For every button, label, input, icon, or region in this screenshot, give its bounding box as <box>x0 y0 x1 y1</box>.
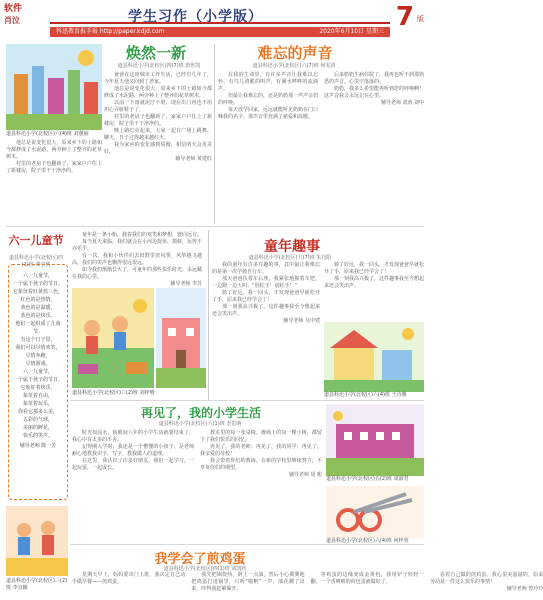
paragraph: 爸爸在这座城市工作生活，已经有几年了，今年夏天他又回到了老家。 <box>104 72 212 85</box>
poem-title: 六一儿童节 <box>8 234 64 247</box>
drawing-children-play <box>72 288 154 388</box>
paragraph: 有一次，我和小伙伴们去田野里放风筝，风筝越飞越高，我们的笑声也飘得很远很远。 <box>72 253 202 266</box>
paragraph: 我会带着你们的教诲，在新的学校里继续努力，不辜负你们的期望。 <box>200 458 322 471</box>
row-divider <box>70 400 424 401</box>
teacher-credit: 辅导老师 吴中建 <box>283 318 320 324</box>
article-body-childhood <box>212 262 320 394</box>
paragraph: 晚上路灯亮起来，大家一起在广场上跳舞、聊天，日子过得越来越红火。 <box>104 128 212 141</box>
poem-line: 红色的是热情， <box>20 297 56 303</box>
poem-line: 黄色的是温暖， <box>20 305 56 311</box>
info-left: 科迅教育报手报 http://paper.kdjd.com <box>56 28 165 35</box>
poem-body <box>12 272 64 450</box>
row-divider <box>6 226 424 227</box>
drawing-city <box>6 44 102 130</box>
paragraph: 每天放学回家，远远就能听见奶奶在门口喊我的名字，那声音里充满了慈爱和温暖。 <box>218 107 319 120</box>
drawing-scissors <box>326 486 424 538</box>
paragraph: 以前一下雨就泥泞不堪，现在出门再也不用担心弄脏鞋子了。 <box>104 100 212 113</box>
teacher-credit: 辅导老师 曾玲玲 <box>506 586 543 592</box>
paragraph: 再见了，我的老师；再见了，我的同学；再见了，我亲爱的母校！ <box>200 444 322 457</box>
poem-line: 蓝色的是快乐。 <box>20 313 56 319</box>
poem-line: 六一儿童节， <box>22 369 53 375</box>
article-body-childhood-right <box>324 262 424 322</box>
poem-line: 一个属于孩子的节日。 <box>12 281 63 287</box>
drawing-campus <box>326 404 424 476</box>
paragraph: 在这里，我认识了许多好朋友，我们一起学习，一起玩耍，一起成长。 <box>72 458 194 471</box>
poem-line: 象征着玩乐， <box>22 401 53 407</box>
paragraph: 我先把锅烧热，倒上一点油，然后小心翼翼地把鸡蛋打进锅里，只听“嗞啦”一声，油花溅了出来，吓得我赶紧躲开。 <box>191 572 305 592</box>
poem-line: 他们一起组成了儿童节。 <box>15 321 61 335</box>
newspaper-logo <box>4 4 48 26</box>
byline-goodbye: 道县科迅小学(北校区)六(1)班 李思萌 <box>158 421 242 427</box>
paragraph: 星期天早上，妈妈要出门上班，我决定自己动手做早餐——煎鸡蛋。 <box>72 572 186 585</box>
column-divider <box>214 44 215 224</box>
article-body-goodbye <box>72 430 322 544</box>
masthead <box>0 0 430 44</box>
paragraph: 但最让我难忘的，还是奶奶那一声声亲切的呼唤。 <box>218 93 319 106</box>
poem-line: 尽情奔跑， <box>25 353 51 359</box>
paragraph: 我为家乡的变化感到骄傲，相信明天会更美好。 <box>104 142 212 155</box>
teacher-credit: 辅导老师 李苏 <box>170 281 202 287</box>
drawing-caption-house: 道县科迅小学(北校区)六(4)班 王诗雅 <box>324 392 407 398</box>
drawing-caption-city: 道县科迅小学(北校区)六(4)班 刘蕙丽 <box>6 131 89 137</box>
info-bar <box>50 27 390 37</box>
byline-sound: 道县科迅小学(北校区)六(7)班 何雯清 <box>252 63 336 69</box>
logo-bottom-text: 肖泣 <box>4 15 20 25</box>
drawing-house <box>324 322 424 392</box>
article-title-sound: 难忘的声音 <box>257 44 333 62</box>
article-body-childhood-intro <box>72 232 202 288</box>
poem-byline: 道县科迅小学(北校区)四(1)班 谭宇欣 <box>9 255 63 268</box>
page-suffix: 版 <box>417 15 424 23</box>
column-divider <box>208 230 209 400</box>
poem-line: 它象征着红黄蓝三色， <box>12 289 63 295</box>
poem-line: 快乐的笑声。 <box>22 433 53 439</box>
poem-line: 有这个日子里， <box>20 337 56 343</box>
poem-line: 我们可以尽情欢笑， <box>15 345 61 351</box>
row-divider <box>70 544 424 545</box>
paragraph: 他总是说变化很大，原来乡下的土路如今都修成了水泥路，两旁种上了整齐的花草树木。 <box>104 86 212 99</box>
paragraph: 我的童年有许多有趣的事，其中最让我难忘的是第一次学骑自行车。 <box>212 262 320 275</box>
poem-line: 六一儿童节， <box>22 273 53 279</box>
poem-line: 五彩的气球， <box>22 417 53 423</box>
teacher-credit: 辅导老师 黄建红 <box>175 156 212 162</box>
poem-line: 象征着自由， <box>22 393 53 399</box>
article-title-childhood: 童年趣事 <box>264 239 320 255</box>
paragraph: 他总是说变化很大，原来乡下的土路如今都修成了水泥路，两旁种上了整齐的花草树木。 <box>6 140 102 160</box>
article-title-goodbye: 再见了，我的小学生活 <box>140 406 261 420</box>
paragraph: 那一刻我高兴极了，这件趣事我至今想起来还会笑出声。 <box>324 276 425 289</box>
paragraph: 看着自己做的煎鸡蛋，我心里美滋滋的，原来劳动是一件这么快乐的事情！ <box>429 572 543 585</box>
paragraph: 如今我们渐渐长大了，可童年的那些快乐时光，永远藏在我的心里。 <box>72 267 203 280</box>
poem-line: 尽情游戏。 <box>25 361 51 367</box>
drawing-caption-scissors: 道县科迅小学(北校区)六(4)班 何梓萱 <box>326 538 409 544</box>
paragraph: 那天爸爸扶着车后座，我紧张地握着车把，一边蹬一边大叫：“别松手！别松手！” <box>212 276 320 289</box>
article-body-sound <box>218 72 424 224</box>
byline-egg: 道县科迅小学(北校区)四(1)班 刘凯欣 <box>163 566 247 572</box>
byline-renewal: 道县科迅小学(北校区)四(7)班 唐世凯 <box>117 63 201 69</box>
drawing-caption-family: 道县科迅小学(北校区)三(2)班 李宜颖 <box>6 578 67 591</box>
paragraph: 那一刻我高兴极了，这件趣事我至今想起来还会笑出声。 <box>212 304 320 317</box>
poem-line: 你看它那多么美， <box>17 409 58 415</box>
paragraph: 在我的生命里，有许多声音让我难以忘怀，有鸟儿清脆的叫声，有溪水哗哗的流淌声。 <box>218 72 318 92</box>
paragraph: 村里的老房子也翻新了，家家户户住上了新楼房，院子里干干净净的。 <box>104 114 212 127</box>
byline-childhood: 道县科迅小学(北校区)五(7)班 朱丹阳 <box>248 255 332 261</box>
info-right: 2020年6月10日 星期三 <box>319 28 384 35</box>
paragraph: 记得刚入学时，我还是一个懵懂的小孩子，是老师耐心地教我识字、写字，教我做人的道理。 <box>72 444 194 457</box>
article-body-renewal-left <box>6 140 102 224</box>
article-body-egg <box>72 572 543 598</box>
teacher-credit: 辅导老师 陈一芳 <box>19 443 57 449</box>
poem-line: 一个属于孩子的节日， <box>12 377 63 383</box>
paragraph: 后来奶奶生病住院了，我再也听不到那熟悉的声音，心里空落落的。 <box>324 72 425 85</box>
page-number: 7 <box>395 2 414 32</box>
drawing-school <box>156 288 206 388</box>
paragraph: 奶奶，我多么希望能再听到您的呼唤啊！这声音我会永远记在心里。 <box>324 86 425 99</box>
drawing-family <box>6 506 68 576</box>
paragraph: 时光如流水，转眼间六年的小学生活就要结束了，我心中有太多的不舍。 <box>72 430 194 443</box>
drawing-caption-campus: 道县科迅小学(北校区)五(2)班 周淑君 <box>326 476 409 482</box>
article-body-renewal <box>104 72 212 222</box>
poem-line: 它象征着快乐， <box>20 385 56 391</box>
paragraph: 骑了好远，我一回头，才发现爸爸早就松开了手，原来我已经学会了！ <box>212 290 320 303</box>
article-title-renewal: 焕然一新 <box>125 44 186 62</box>
paragraph: 骑了好远，我一回头，才发现爸爸早就松开了手，原来我已经学会了！ <box>324 262 425 275</box>
paragraph: 童年是一条小船，载着我们的欢笑和梦想，驶向远方。 <box>82 232 203 238</box>
poem-line: 美丽的鲜花， <box>22 425 53 431</box>
drawing-caption-children: 道县科迅小学(北校区)三(2)班 刘梓晴 <box>72 390 155 396</box>
teacher-credit: 辅导老师 胡 彬 <box>288 472 322 478</box>
section-title: 学生习作（小学版） <box>128 9 263 25</box>
paragraph: 等鸡蛋的边缘变成金黄色，我用铲子轻轻一翻，一个香喷喷的荷包蛋就做好了。 <box>310 572 424 585</box>
paragraph: 教室里的每一张桌椅，操场上的每一棵小树，都留下了我们快乐的回忆。 <box>200 430 322 443</box>
teacher-credit: 辅导老师 刘涛 刘中 <box>380 100 424 106</box>
paragraph: 每当夏天来临，我们就会在小河边捉鱼、摸虾，玩得不亦乐乎。 <box>72 239 203 252</box>
logo-top-text: 软件 <box>4 4 23 14</box>
article-title-egg: 我学会了煎鸡蛋 <box>154 552 246 567</box>
paragraph: 村里的老房子也翻新了，家家户户住上了新楼房，院子里干干净净的。 <box>6 161 102 174</box>
